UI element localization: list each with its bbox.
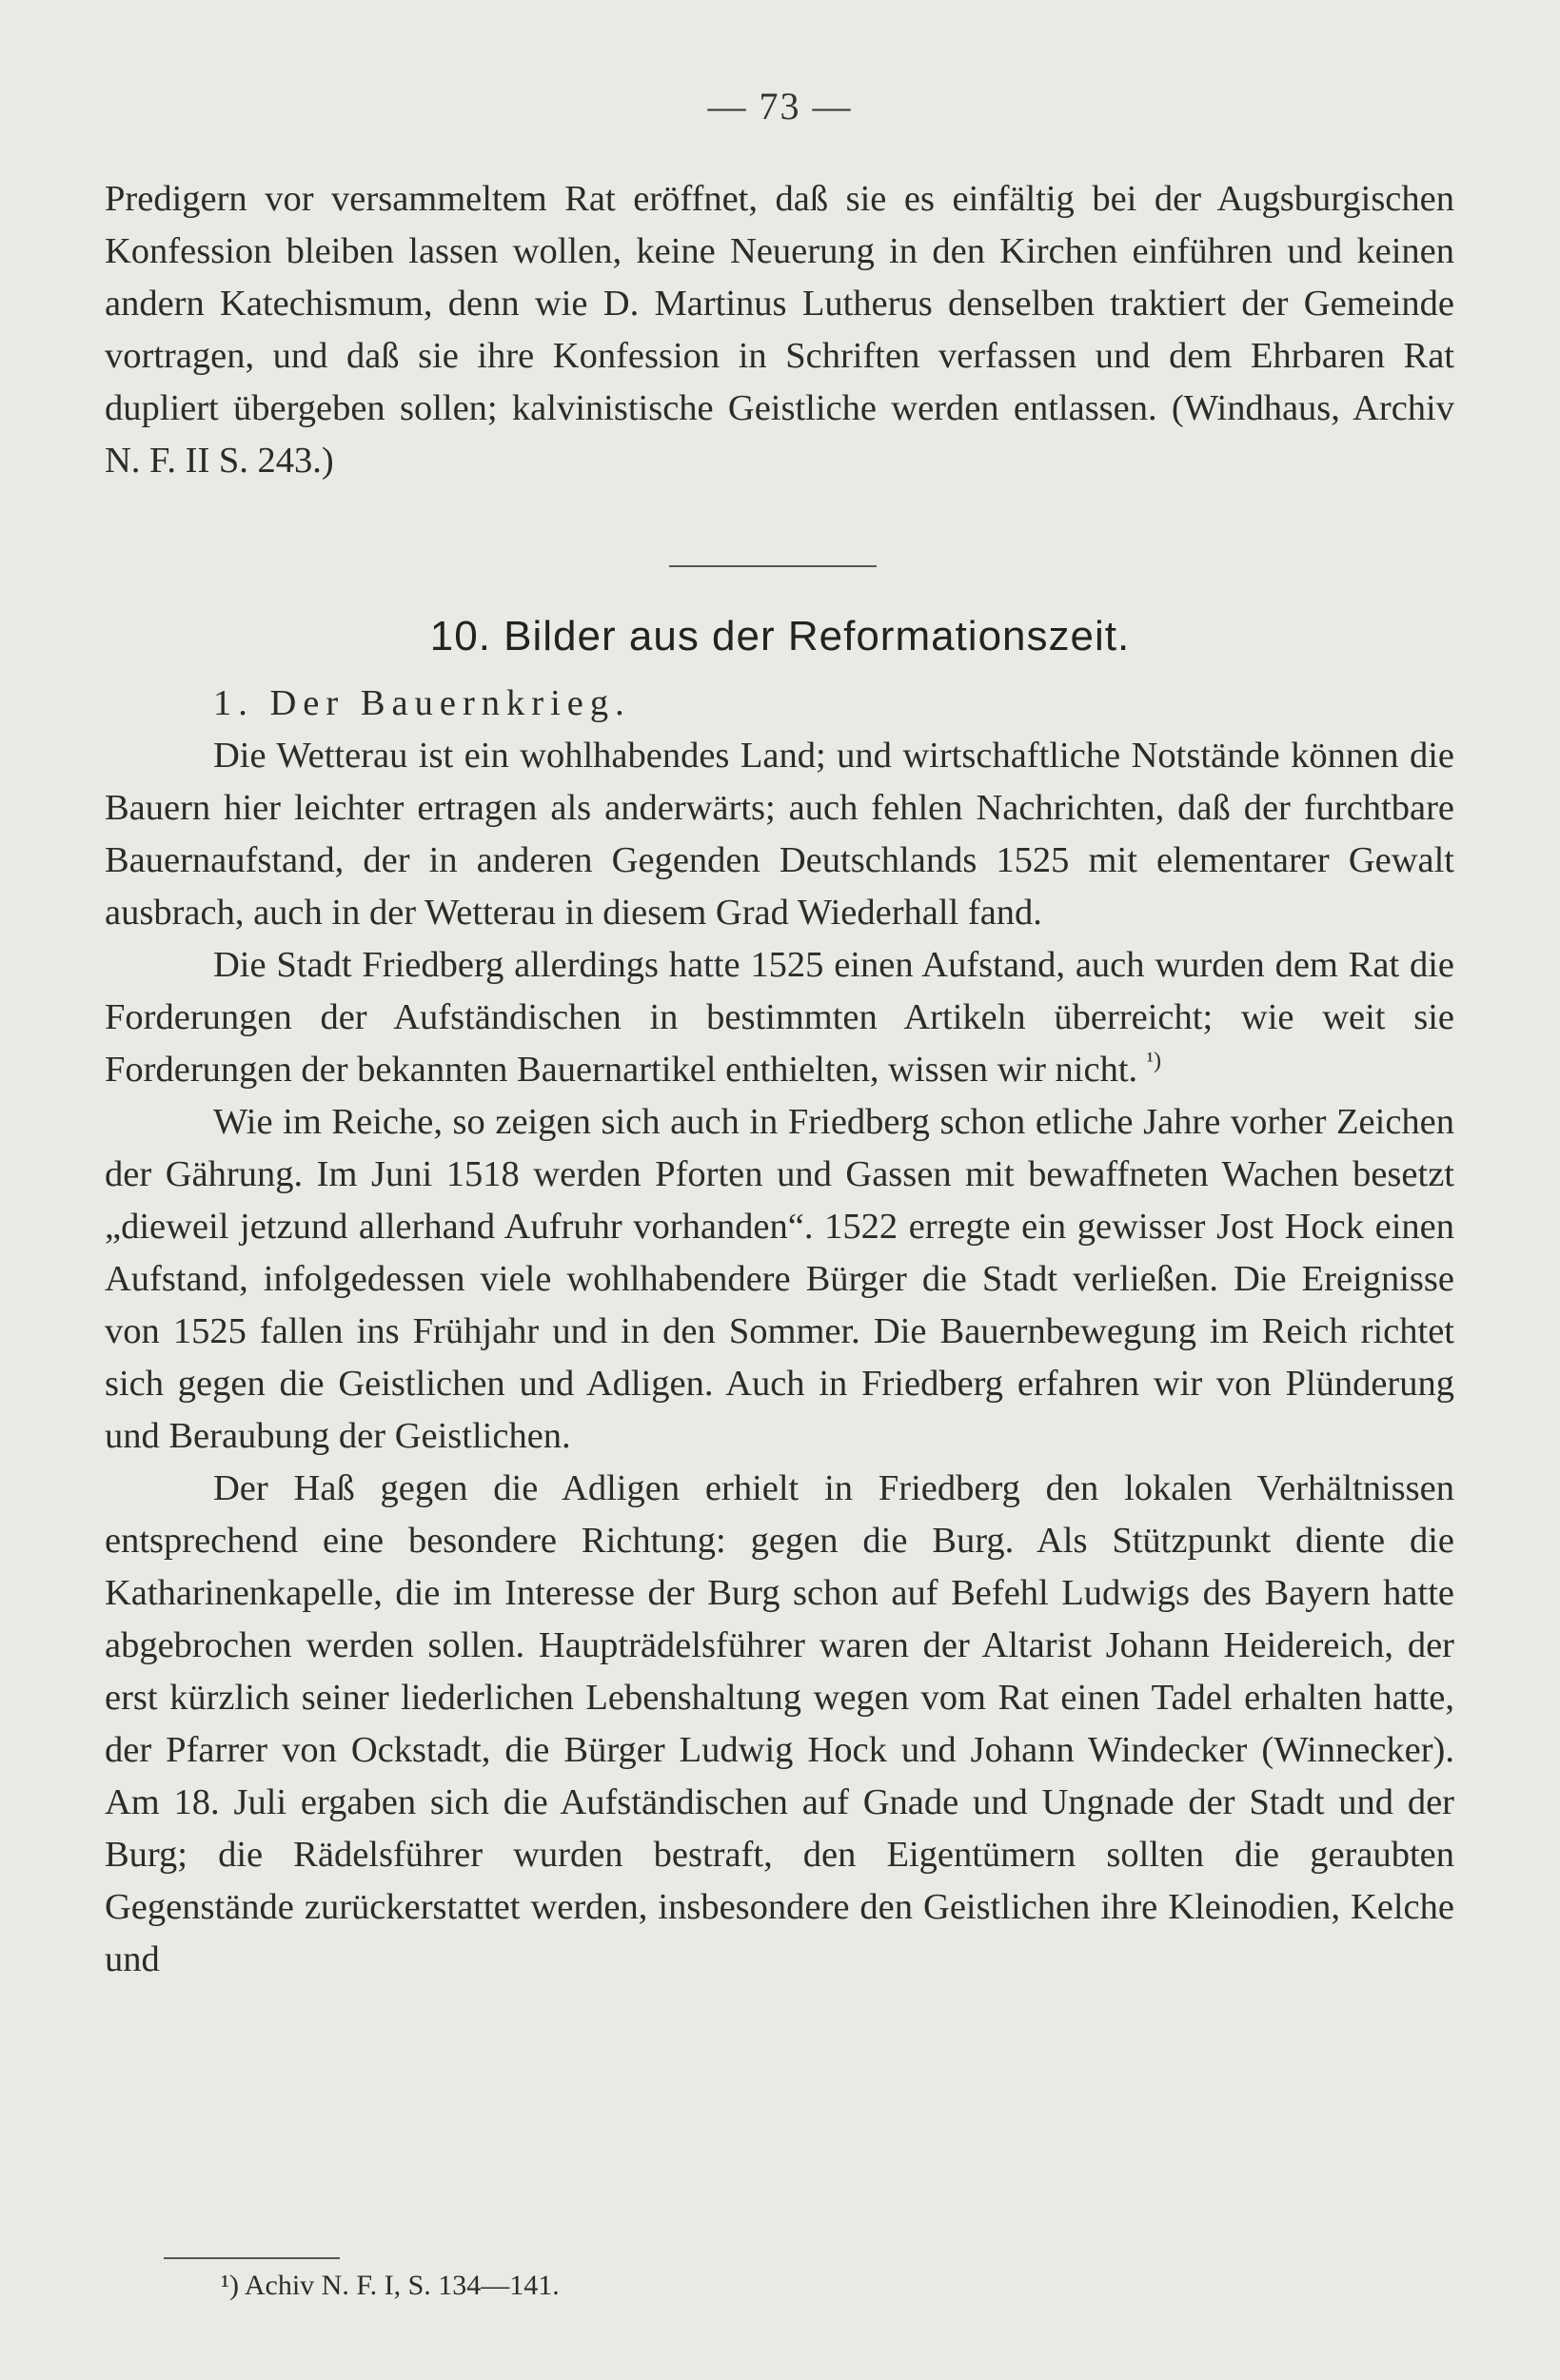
paragraph-2 xyxy=(105,939,1454,1096)
paragraph-3: Wie im Reiche, so zeigen sich auch in Friedberg schon etliche Jahre vorher Zeichen der Gährung. Im Juni 1518 werden Pforten und Gassen mit bewaffneten Wachen besetzt „dieweil jetzund allerhand Aufruhr vorhanden“. 1522 erregte ein gewisser Jost Hock einen Aufstand, infolgedessen viele wohlhabendere Bürger die Stadt verließen. Die Ereignisse von 1525 fallen ins Frühjahr und in den Sommer. Die Bauernbewegung im Reich richtet sich gegen die Geistlichen und Adligen. Auch in Friedberg erfahren wir von Plünderung und Beraubung der Geistlichen. xyxy=(105,1102,1454,1456)
paragraph-1: Die Wetterau ist ein wohlhabendes Land; und wirtschaftliche Notstände können die Bauern hier leichter ertragen als anderwärts; auch fehlen Nachrichten, daß der furchtbare Bauernaufstand, der in anderen Gegenden Deutschlands 1525 mit elementarer Gewalt ausbrach, auch in der Wetterau in diesem Grad Wiederhall fand. xyxy=(105,736,1454,933)
subsection-heading: 1. Der Bauernkrieg. xyxy=(213,683,631,723)
body-text-block xyxy=(105,730,1454,1986)
footnote-marker: ¹) xyxy=(221,2270,239,2301)
intro-paragraph: Predigern vor versammeltem Rat eröffnet, daß sie es einfältig bei der Augsburgischen Konfession bleiben lassen wollen, keine Neuerung in den Kirchen einführen und keinen andern Katechismum, denn wie D. Martinus Lutherus denselben traktiert der Gemeinde vortragen, und daß sie ihre Konfession in Schriften verfassen und dem Ehrbaren Rat dupliert übergeben sollen; kalvinistische Geistliche werden entlassen. (Windhaus, Archiv N. F. II S. 243.) xyxy=(105,179,1454,481)
footnote-divider xyxy=(164,2257,340,2259)
footnote-reference: ¹) xyxy=(1146,1049,1161,1074)
page-number: — 73 — xyxy=(707,85,853,128)
section-heading: 10. Bilder aus der Reformationszeit. xyxy=(429,613,1131,659)
paragraph-2-text: Die Stadt Friedberg allerdings hatte 1525 einen Aufstand, auch wurden dem Rat die Forderungen der Aufständischen in bestimmten Artikeln überreicht; wie weit sie Forderungen der bekannten Bauernartikel enthielten, wissen wir nicht. xyxy=(105,945,1454,1090)
footnote-text: Achiv N. F. I, S. 134—141. xyxy=(244,2270,560,2301)
section-divider xyxy=(669,565,877,567)
intro-text-block xyxy=(105,173,1454,487)
paragraph-4: Der Haß gegen die Adligen erhielt in Friedberg den lokalen Verhältnissen entsprechend eine besondere Richtung: gegen die Burg. Als Stützpunkt diente die Katharinenkapelle, die im Interesse der Burg schon auf Befehl Ludwigs des Bayern hatte abgebrochen werden sollen. Haupträdelsführer waren der Altarist Johann Heidereich, der erst kürzlich seiner liederlichen Lebenshaltung wegen vom Rat einen Tadel erhalten hatte, der Pfarrer von Ockstadt, die Bürger Ludwig Hock und Johann Windecker (Winnecker). Am 18. Juli ergaben sich die Aufständischen auf Gnade und Ungnade der Stadt und der Burg; die Rädelsführer wurden bestraft, den Eigentümern sollten die geraubten Gegenstände zurückerstattet werden, insbesondere den Geistlichen ihre Kleinodien, Kelche und xyxy=(105,1468,1454,1979)
footnote xyxy=(221,2265,560,2307)
